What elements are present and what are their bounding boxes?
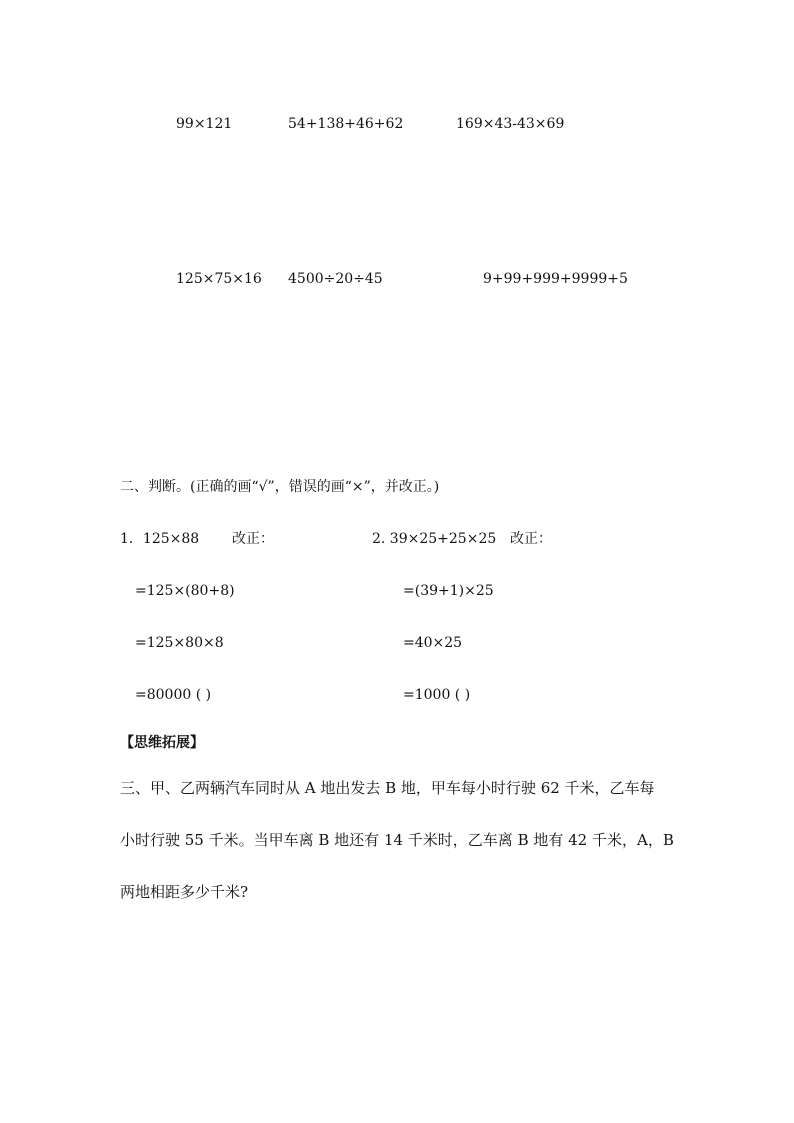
problem-2-correction-label: 改正：	[510, 531, 552, 547]
extension-line-1: 三、甲、乙两辆汽车同时从 A 地出发去 B 地，甲车每小时行驶 62 千米，乙车每	[120, 779, 655, 797]
extension-line-2: 小时行驶 55 千米。当甲车离 B 地还有 14 千米时，乙车离 B 地有 42 千米，A，B	[120, 831, 674, 849]
problem-2-label: 2. 39×25+25×25	[372, 531, 497, 547]
calc-expression-3: 169×43-43×69	[456, 116, 565, 132]
calc-expression-1: 99×121	[176, 116, 233, 132]
extension-line-3: 两地相距多少千米?	[120, 883, 249, 901]
problem-1-step-1: =125×(80+8)	[135, 583, 235, 599]
problem-2-step-3: =1000 ( )	[403, 687, 471, 703]
calc-expression-6: 9+99+999+9999+5	[483, 271, 628, 287]
judge-heading: 二、判断。(正确的画“√”，错误的画“×”，并改正。)	[120, 479, 440, 495]
problem-2-step-1: =(39+1)×25	[403, 583, 494, 599]
problem-1-step-2: =125×80×8	[135, 635, 224, 651]
calc-expression-4: 125×75×16	[176, 271, 262, 287]
problem-1-step-3: =80000 ( )	[135, 687, 212, 703]
problem-2-step-2: =40×25	[403, 635, 463, 651]
calc-expression-2: 54+138+46+62	[288, 116, 404, 132]
problem-1-correction-label: 改正：	[232, 531, 274, 547]
problem-1-label: 1．125×88	[120, 531, 200, 547]
extension-heading: 【思维拓展】	[120, 735, 204, 751]
calc-expression-5: 4500÷20÷45	[288, 271, 383, 287]
